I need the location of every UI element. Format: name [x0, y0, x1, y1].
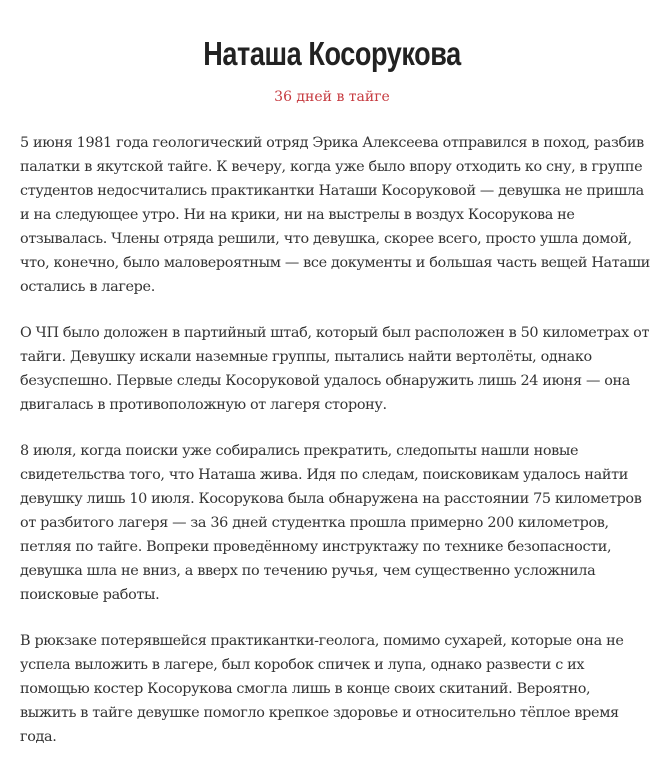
article-paragraph: О ЧП было доложен в партийный штаб, который был расположен в 50 километрах от тайги. Девушку искали наземные группы, пытались найти вертолёты, однако безуспешно. Первые следы Косоруковой удалось обнаружить лишь 24 июня — она двигалась в противоположную от лагеря сторону.: [20, 325, 650, 413]
article-body: [20, 131, 650, 771]
article-paragraph: 8 июля, когда поиски уже собирались прекратить, следопыты нашли новые свидетельства того, что Наташа жива. Идя по следам, поисковикам удалось найти девушку лишь 10 июля. Косорукова была обнаружена на расстоянии 75 километров от разбитого лагеря — за 36 дней студентка прошла примерно 200 километров, петляя по тайге. Вопреки проведённому инструктажу по технике безопасности, девушка шла не вниз, а вверх по течению ручья, чем существенно усложнила поисковые работы.: [20, 443, 642, 603]
article-paragraph: В рюкзаке потерявшейся практикантки-геолога, помимо сухарей, которые она не успела выложить в лагере, был коробок спичек и лупа, однако развести с их помощью костер Косорукова смогла лишь в конце своих скитаний. Вероятно, выжить в тайге девушке помогло крепкое здоровье и относительно тёплое время года.: [20, 633, 624, 745]
article-subtitle: 36 дней в тайге: [274, 89, 390, 105]
article-title: Наташа Косорукова: [203, 35, 461, 72]
article-paragraph: 5 июня 1981 года геологический отряд Эрика Алексеева отправился в поход, разбив палатки в якутской тайге. К вечеру, когда уже было впору отходить ко сну, в группе студентов недосчитались практикантки Наташи Косоруковой — девушка не пришла и на следующее утро. Ни на крики, ни на выстрелы в воздух Косорукова не отзывалась. Члены отряда решили, что девушка, скорее всего, просто ушла домой, что, конечно, было маловероятным — все документы и большая часть вещей Наташи остались в лагере.: [20, 135, 650, 295]
